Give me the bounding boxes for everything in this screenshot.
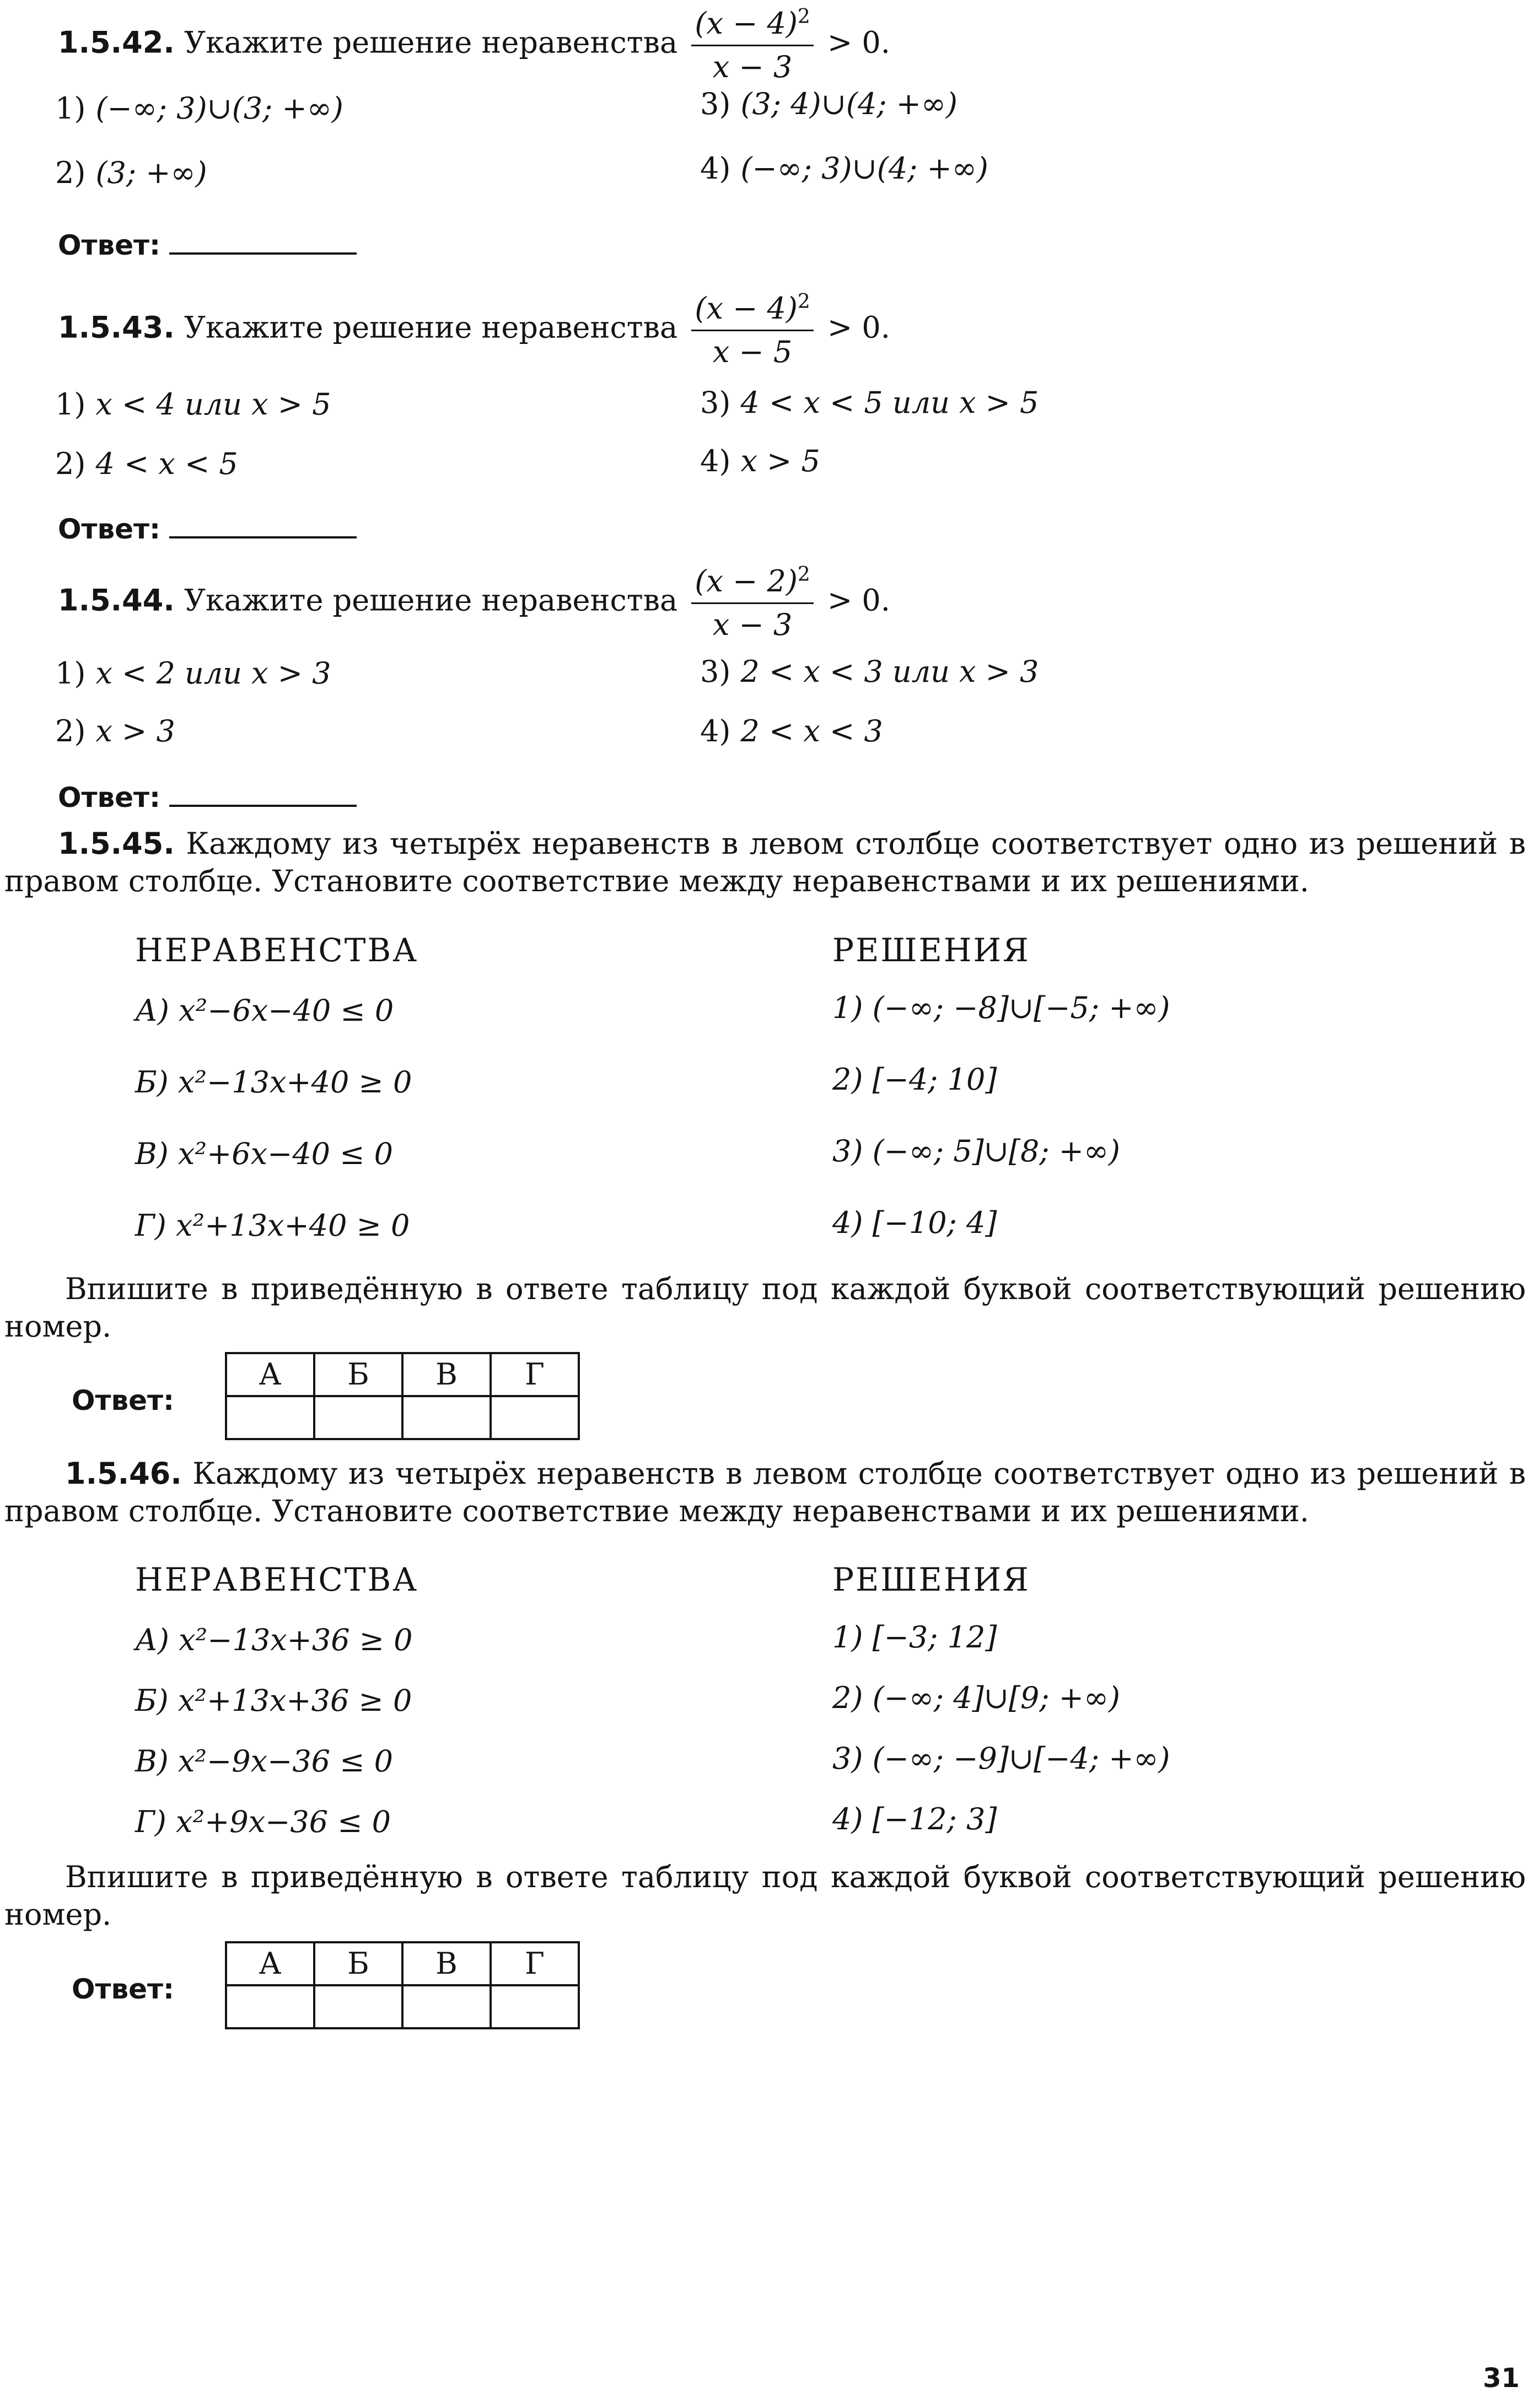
answer-cell-v[interactable] — [402, 1985, 491, 2028]
inequality-g: Г) x²+9x−36 ≤ 0 — [135, 1804, 391, 1839]
solution-2: 2) [−4; 10] — [832, 1062, 997, 1097]
option-text: (−∞; 3)∪(3; +∞) — [95, 91, 343, 126]
option-text: (−∞; 3)∪(4; +∞) — [740, 151, 988, 186]
answer-cell-g[interactable] — [491, 1396, 579, 1439]
option-2[interactable]: 2) x > 3 — [55, 714, 175, 748]
answer-label: Ответ: — [58, 782, 161, 814]
exponent: 2 — [797, 6, 810, 28]
answer-blank[interactable] — [169, 512, 357, 538]
solution-3: 3) (−∞; −9]∪[−4; +∞) — [832, 1741, 1170, 1776]
solution-4: 4) [−10; 4] — [832, 1205, 997, 1240]
problem-1-5-42-statement — [58, 4, 890, 85]
numerator: (x − 4) — [695, 6, 798, 41]
inequality-b: Б) x²−13x+40 ≥ 0 — [135, 1065, 412, 1100]
option-2[interactable]: 2) 4 < x < 5 — [55, 446, 238, 481]
answer-label: Ответ: — [72, 1385, 175, 1416]
answer-line — [58, 778, 357, 816]
answer-line — [58, 510, 357, 547]
relation: > 0. — [827, 583, 890, 618]
denominator: x − 3 — [712, 49, 793, 84]
answer-cell-b[interactable] — [314, 1396, 402, 1439]
problem-text: Укажите решение неравенства — [184, 310, 678, 345]
instruction-text: Впишите в приведённую в ответе таблицу под каждой буквой соответствующий решению номер. — [4, 1272, 1526, 1344]
problem-number: 1.5.43. — [58, 310, 175, 345]
inequality-fraction — [691, 289, 813, 370]
problem-text: Укажите решение неравенства — [184, 25, 678, 60]
inequality-a: А) x²−6x−40 ≤ 0 — [135, 993, 394, 1028]
left-column-heading: НЕРАВЕНСТВА — [135, 931, 419, 969]
exponent: 2 — [797, 563, 810, 586]
problem-number: 1.5.42. — [58, 25, 175, 60]
numerator: (x − 4) — [695, 291, 798, 326]
option-text: (3; 4)∪(4; +∞) — [740, 87, 958, 121]
right-column-heading: РЕШЕНИЯ — [832, 1561, 1030, 1598]
answer-table-header-a: А — [226, 1942, 314, 1985]
option-text: 2 < x < 3 или x > 3 — [740, 654, 1039, 689]
option-text: x < 2 или x > 3 — [95, 656, 331, 691]
inequality-fraction — [691, 4, 813, 85]
solution-1: 1) (−∞; −8]∪[−5; +∞) — [832, 990, 1170, 1025]
answer-table-header-g: Г — [491, 1942, 579, 1985]
option-text: x > 3 — [95, 714, 175, 748]
answer-table — [225, 1941, 580, 2029]
answer-label: Ответ: — [58, 229, 161, 261]
option-4[interactable]: 4) 2 < x < 3 — [700, 714, 883, 748]
problem-number: 1.5.44. — [58, 583, 175, 618]
problem-1-5-46-statement — [4, 1455, 1526, 1529]
problem-number: 1.5.45. — [58, 826, 175, 861]
option-text: 4 < x < 5 — [95, 446, 238, 481]
inequality-fraction — [691, 562, 813, 643]
option-3[interactable]: 3) (3; 4)∪(4; +∞) — [700, 87, 958, 121]
answer-table-header-v: В — [402, 1353, 491, 1396]
inequality-v: В) x²−9x−36 ≤ 0 — [135, 1744, 393, 1779]
option-3[interactable]: 3) 4 < x < 5 или x > 5 — [700, 385, 1039, 420]
solution-2: 2) (−∞; 4]∪[9; +∞) — [832, 1680, 1120, 1715]
exponent: 2 — [797, 290, 810, 313]
inequality-g: Г) x²+13x+40 ≥ 0 — [135, 1208, 410, 1243]
option-1[interactable]: 1) (−∞; 3)∪(3; +∞) — [55, 91, 343, 126]
option-1[interactable]: 1) x < 4 или x > 5 — [55, 387, 331, 422]
answer-line — [58, 226, 357, 263]
answer-cell-g[interactable] — [491, 1985, 579, 2028]
problem-1-5-45-statement — [4, 825, 1526, 899]
answer-cell-a[interactable] — [226, 1985, 314, 2028]
problem-1-5-43-statement — [58, 289, 890, 370]
option-2[interactable]: 2) (3; +∞) — [55, 155, 207, 190]
relation: > 0. — [827, 310, 890, 345]
option-text: (3; +∞) — [95, 155, 207, 190]
problem-number: 1.5.46. — [65, 1456, 182, 1491]
relation: > 0. — [827, 25, 890, 60]
option-4[interactable]: 4) x > 5 — [700, 444, 820, 478]
numerator: (x − 2) — [695, 564, 798, 599]
answer-table-header-g: Г — [491, 1353, 579, 1396]
inequality-v: В) x²+6x−40 ≤ 0 — [135, 1136, 393, 1171]
option-text: x > 5 — [740, 444, 820, 478]
answer-table — [225, 1352, 580, 1440]
answer-cell-v[interactable] — [402, 1396, 491, 1439]
problem-1-5-44-statement — [58, 562, 890, 643]
option-4[interactable]: 4) (−∞; 3)∪(4; +∞) — [700, 151, 988, 186]
denominator: x − 5 — [712, 334, 793, 369]
instruction-text: Впишите в приведённую в ответе таблицу под каждой буквой соответствующий решению номер. — [4, 1860, 1526, 1932]
page-number: 31 — [1483, 2363, 1520, 2394]
answer-table-header-a: А — [226, 1353, 314, 1396]
answer-blank[interactable] — [169, 780, 357, 807]
solution-3: 3) (−∞; 5]∪[8; +∞) — [832, 1134, 1120, 1168]
problem-text: Каждому из четырёх неравенств в левом столбце соответствует одно из решений в правом столбце. Установите соответствие между неравенствами и их решениями. — [4, 826, 1526, 898]
left-column-heading: НЕРАВЕНСТВА — [135, 1561, 419, 1598]
right-column-heading: РЕШЕНИЯ — [832, 931, 1030, 969]
option-1[interactable]: 1) x < 2 или x > 3 — [55, 656, 331, 691]
option-text: x < 4 или x > 5 — [95, 387, 331, 422]
answer-label: Ответ: — [58, 513, 161, 545]
denominator: x − 3 — [712, 607, 793, 642]
option-text: 2 < x < 3 — [740, 714, 883, 748]
answer-table-header-b: Б — [314, 1942, 402, 1985]
answer-label: Ответ: — [72, 1973, 175, 2005]
answer-cell-b[interactable] — [314, 1985, 402, 2028]
option-3[interactable]: 3) 2 < x < 3 или x > 3 — [700, 654, 1039, 689]
answer-cell-a[interactable] — [226, 1396, 314, 1439]
inequality-b: Б) x²+13x+36 ≥ 0 — [135, 1683, 412, 1718]
solution-4: 4) [−12; 3] — [832, 1802, 997, 1836]
problem-text: Укажите решение неравенства — [184, 583, 678, 618]
inequality-a: А) x²−13x+36 ≥ 0 — [135, 1623, 413, 1657]
answer-blank[interactable] — [169, 228, 357, 255]
answer-table-header-b: Б — [314, 1353, 402, 1396]
option-text: 4 < x < 5 или x > 5 — [740, 385, 1039, 420]
solution-1: 1) [−3; 12] — [832, 1620, 997, 1655]
answer-table-header-v: В — [402, 1942, 491, 1985]
problem-text: Каждому из четырёх неравенств в левом столбце соответствует одно из решений в правом столбце. Установите соответствие между неравенствами и их решениями. — [4, 1456, 1526, 1528]
